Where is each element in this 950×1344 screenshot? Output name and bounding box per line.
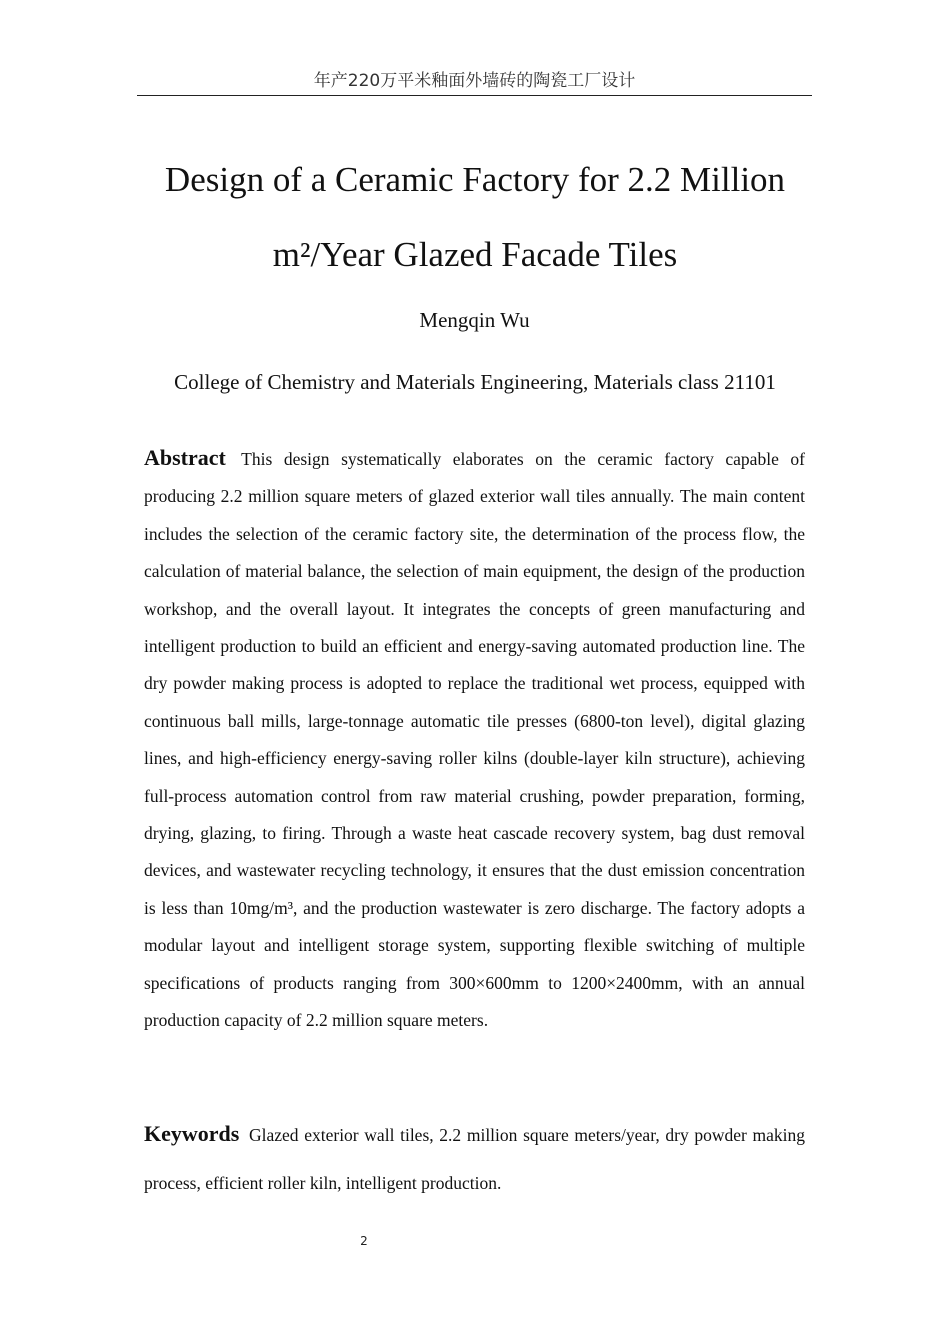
- keywords-paragraph: [144, 1110, 805, 1207]
- keywords-label: Keywords: [144, 1121, 240, 1146]
- paper-title-line-2: m²/Year Glazed Facade Tiles: [272, 235, 678, 274]
- author-name: Mengqin Wu: [419, 308, 530, 332]
- header-divider: [137, 95, 812, 96]
- running-header: 年产220万平米釉面外墙砖的陶瓷工厂设计: [313, 71, 636, 91]
- page-number: 2: [360, 1234, 368, 1248]
- paper-title: [100, 142, 850, 292]
- abstract-label: Abstract: [144, 445, 226, 470]
- abstract-text: This design systematically elaborates on the ceramic factory capable of producing 2.2 million square meters of glazed exterior wall tiles annually. The main content includes the selection of the ceramic factory site, the determination of the process flow, the calculation of material balance, the selection of main equipment, the design of the production workshop, and the overall layout. It integrates the concepts of green manufacturing and intelligent production to build an efficient and energy-saving automated production line. The dry powder making process is adopted to replace the traditional wet process, equipped with continuous ball mills, large-tonnage automatic tile presses (6800-ton level), digital glazing lines, and high-efficiency energy-saving roller kilns (double-layer kiln structure), achieving full-process automation control from raw material crushing, powder preparation, forming, drying, glazing, to firing. Through a waste heat cascade recovery system, bag dust removal devices, and wastewater recycling technology, it ensures that the dust emission concentration is less than 10mg/m³, and the production wastewater is zero discharge. The factory adopts a modular layout and intelligent storage system, supporting flexible switching of multiple specifications of products ranging from 300×600mm to 1200×2400mm, with an annual production capacity of 2.2 million square meters.: [144, 449, 805, 1031]
- keywords-text: Glazed exterior wall tiles, 2.2 million square meters/year, dry powder making process, efficient roller kiln, intelligent production.: [144, 1125, 806, 1193]
- paper-title-line-1: Design of a Ceramic Factory for 2.2 Million: [164, 160, 786, 199]
- abstract-paragraph: [144, 439, 805, 1040]
- author-affiliation: College of Chemistry and Materials Engineering, Materials class 21101: [174, 370, 776, 394]
